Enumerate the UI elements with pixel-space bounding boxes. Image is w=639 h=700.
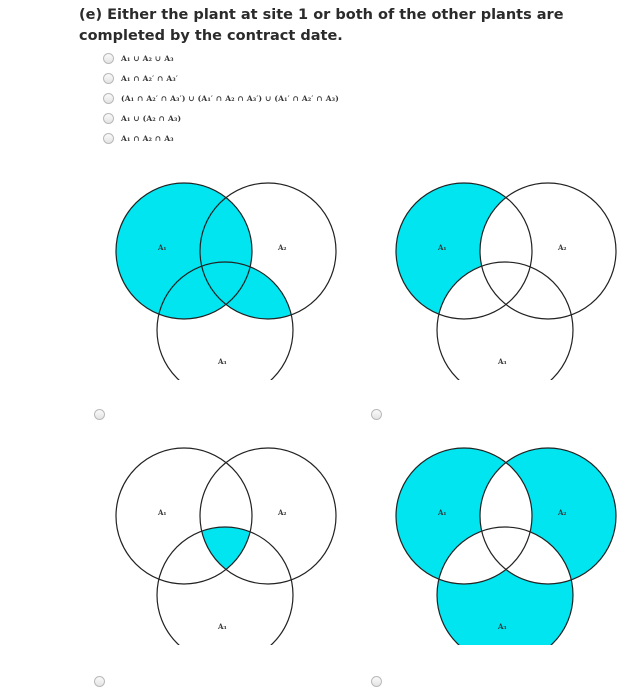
venn-diagram-4 [390,445,630,645]
venn-1-label-a1: A₁ [158,243,167,252]
venn-1-label-a3: A₃ [218,357,227,366]
venn-diagram-1 [110,180,350,380]
option-1-label: A₁ ∪ A₂ ∪ A₃ [121,53,174,63]
option-2-label: A₁ ∩ A₂′ ∩ A₃′ [121,73,179,83]
venn-4-radio[interactable] [371,676,382,687]
option-5-label: A₁ ∩ A₂ ∩ A₃ [121,133,174,143]
venn-1-label-a2: A₂ [278,243,287,252]
venn-4-label-a3: A₃ [498,622,507,631]
option-4[interactable] [103,108,339,128]
venn-4-label-a2: A₂ [558,508,567,517]
venn-diagram-2 [390,180,630,380]
venn-3-label-a3: A₃ [218,622,227,631]
venn-1-radio[interactable] [94,409,105,420]
venn-2-label-a2: A₂ [558,243,567,252]
venn-2-label-a3: A₃ [498,357,507,366]
option-1-radio[interactable] [103,53,114,64]
option-2-radio[interactable] [103,73,114,84]
option-3-label: (A₁ ∩ A₂′ ∩ A₃′) ∪ (A₁′ ∩ A₂ ∩ A₃′) ∪ (A₁′ ∩ A₂′ ∩ A₃) [121,93,339,103]
venn-3-radio[interactable] [94,676,105,687]
venn-3-label-a1: A₁ [158,508,167,517]
option-1[interactable] [103,48,339,68]
option-5[interactable] [103,128,339,148]
option-3[interactable] [103,88,339,108]
venn-2-radio[interactable] [371,409,382,420]
venn-2-shade-a1-only [396,183,532,319]
venn-4-label-a1: A₁ [438,508,447,517]
option-5-radio[interactable] [103,133,114,144]
answer-options [103,48,339,148]
question-text: (e) Either the plant at site 1 or both of the other plants are completed by the contract date. [79,7,564,44]
option-4-radio[interactable] [103,113,114,124]
venn-diagram-3 [110,445,350,645]
venn-2-label-a1: A₁ [438,243,447,252]
option-3-radio[interactable] [103,93,114,104]
venn-3-label-a2: A₂ [278,508,287,517]
option-2[interactable] [103,68,339,88]
option-4-label: A₁ ∪ (A₂ ∩ A₃) [121,113,182,123]
